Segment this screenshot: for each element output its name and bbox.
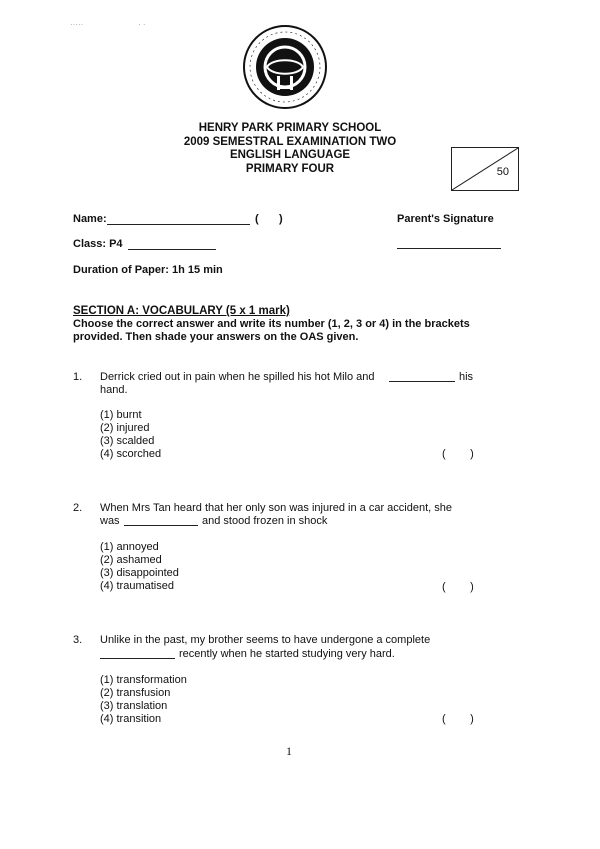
exam-title: 2009 SEMESTRAL EXAMINATION TWO	[183, 135, 397, 148]
options-list	[100, 674, 187, 726]
page-number: 1	[286, 744, 292, 758]
name-field[interactable]	[107, 224, 250, 225]
option: (2) injured	[100, 422, 150, 434]
question-text: his	[459, 371, 474, 383]
option: (3) scalded	[100, 435, 155, 447]
class-field[interactable]	[128, 249, 216, 250]
question-text: recently when he started studying very hard.	[179, 648, 395, 660]
scan-speck: ·····	[70, 20, 84, 29]
scan-speck: · ·	[138, 20, 146, 29]
level-title: PRIMARY FOUR	[245, 162, 335, 175]
answer-bracket[interactable]: ( )	[442, 713, 474, 725]
section-a-title: SECTION A: VOCABULARY (5 x 1 mark)	[73, 305, 290, 317]
answer-blank[interactable]	[124, 525, 198, 526]
name-label: Name:	[73, 213, 107, 225]
duration-label: Duration of Paper: 1h 15 min	[73, 264, 223, 276]
instruction-line: Choose the correct answer and write its number (1, 2, 3 or 4) in the brackets	[73, 318, 470, 330]
option: (2) transfusion	[100, 687, 171, 699]
answer-blank[interactable]	[100, 658, 175, 659]
option: (4) transition	[100, 713, 162, 725]
question-text: Unlike in the past, my brother seems to have undergone a complete	[100, 634, 431, 646]
index-bracket-open: (	[255, 213, 259, 225]
question-text: When Mrs Tan heard that her only son was injured in a car accident, she	[100, 502, 452, 514]
question-text: Derrick cried out in pain when he spilled his hot Milo and	[100, 371, 375, 383]
option: (2) ashamed	[100, 554, 162, 566]
parent-signature-field[interactable]	[397, 248, 501, 249]
question-number: 1.	[73, 371, 83, 383]
school-name: HENRY PARK PRIMARY SCHOOL	[198, 122, 382, 134]
school-crest-icon	[242, 24, 328, 110]
options-list	[100, 409, 161, 461]
instruction-line: provided. Then shade your answers on the OAS given.	[73, 331, 359, 343]
question-number: 2.	[73, 502, 83, 514]
option: (4) traumatised	[100, 580, 174, 592]
score-box	[451, 147, 519, 191]
question-number: 3.	[73, 634, 83, 646]
question-text: was	[100, 515, 120, 527]
option: (1) transformation	[100, 674, 187, 686]
option: (1) annoyed	[100, 541, 159, 553]
option: (3) disappointed	[100, 567, 179, 579]
section-a-instruction	[73, 318, 513, 344]
option: (3) translation	[100, 700, 168, 712]
subject-title: ENGLISH LANGUAGE	[229, 149, 351, 161]
answer-bracket[interactable]: ( )	[442, 448, 474, 460]
options-list	[100, 541, 179, 593]
question-text: and stood frozen in shock	[202, 515, 328, 527]
index-bracket-close: )	[279, 213, 283, 225]
answer-bracket[interactable]: ( )	[442, 581, 474, 593]
class-label: Class: P4	[73, 238, 123, 250]
option: (1) burnt	[100, 409, 142, 421]
answer-blank[interactable]	[389, 381, 455, 382]
score-total: 50	[496, 166, 509, 178]
question-text: hand.	[100, 384, 128, 396]
parent-signature-label: Parent's Signature	[397, 213, 494, 225]
option: (4) scorched	[100, 448, 162, 460]
